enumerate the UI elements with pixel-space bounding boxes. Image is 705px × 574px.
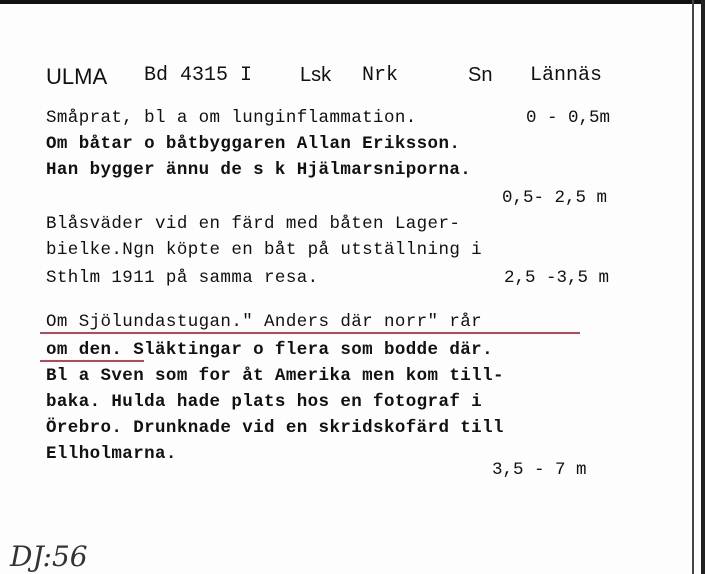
- text-line: bielke.Ngn köpte en båt på utställning i: [46, 240, 483, 260]
- text-line: Han bygger ännu de s k Hjälmarsniporna.: [46, 160, 472, 180]
- text-line: om den. Släktingar o flera som bodde där.: [46, 340, 493, 360]
- text-line: Blåsväder vid en färd med båten Lager-: [46, 214, 461, 234]
- text-line: Örebro. Drunknade vid en skridskofärd till: [46, 418, 504, 438]
- landskap-value: Nrk: [362, 64, 399, 87]
- socken-value: Lännäs: [530, 64, 603, 87]
- text-line: Om båtar o båtbyggaren Allan Eriksson.: [46, 134, 461, 154]
- timestamp: 0 - 0,5m: [526, 108, 611, 128]
- red-underline: [40, 360, 144, 362]
- card-border-top: [0, 0, 705, 4]
- timestamp: 3,5 - 7 m: [492, 460, 587, 480]
- socken-label: Sn: [468, 64, 493, 86]
- archive-code: ULMA: [46, 64, 108, 89]
- text-line: Bl a Sven som for åt Amerika men kom till-: [46, 366, 504, 386]
- text-line: baka. Hulda hade plats hos en fotograf i: [46, 392, 483, 412]
- card-border-right-inner: [692, 0, 694, 574]
- text-line: Ellholmarna.: [46, 444, 177, 464]
- volume-number: Bd 4315 I: [144, 64, 253, 87]
- card-border-right: [701, 0, 705, 574]
- timestamp: 2,5 -3,5 m: [504, 268, 610, 288]
- text-line: Om Sjölundastugan." Anders där norr" rår: [46, 312, 483, 332]
- text-line: Småprat, bl a om lunginflammation.: [46, 108, 417, 128]
- handwritten-signature: DJ:56: [10, 540, 88, 573]
- text-line: Sthlm 1911 på samma resa.: [46, 268, 319, 288]
- landskap-label: Lsk: [300, 64, 332, 86]
- red-underline: [40, 332, 580, 334]
- timestamp: 0,5- 2,5 m: [502, 188, 608, 208]
